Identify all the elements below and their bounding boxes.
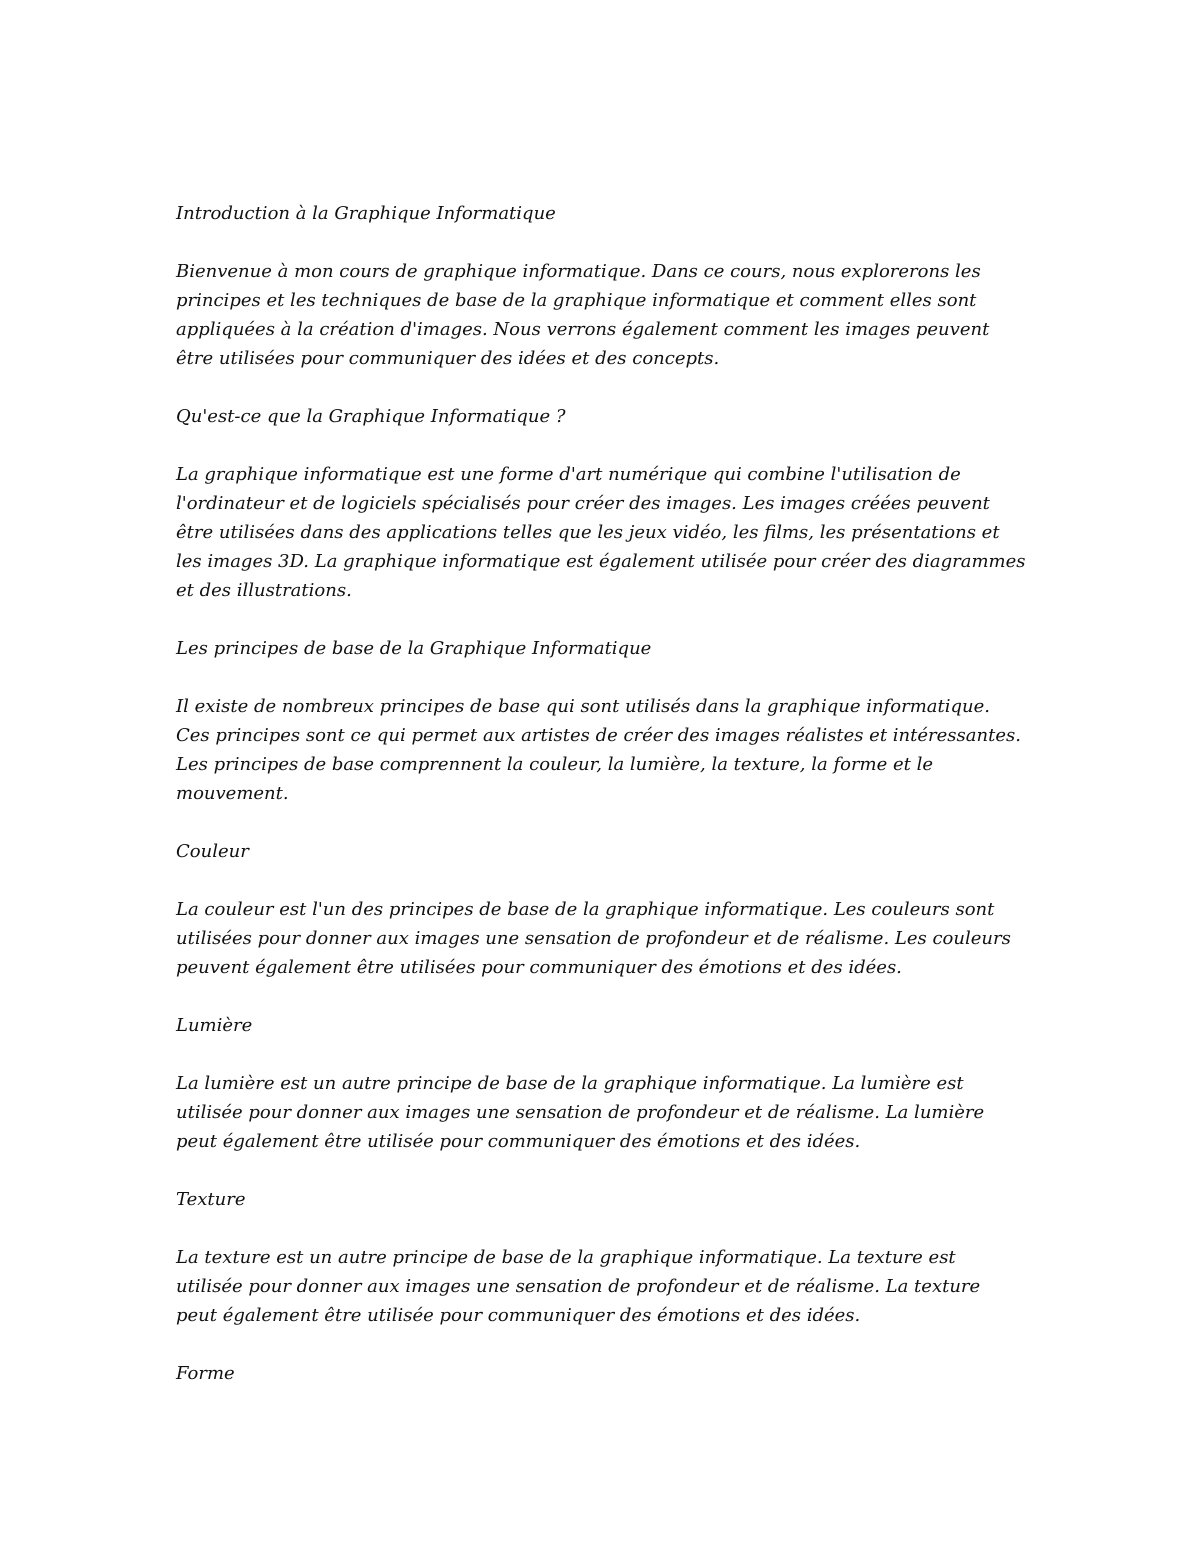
intro-paragraph: Bienvenue à mon cours de graphique informatique. Dans ce cours, nous explorerons les principes et les techniques de base de la graphique informatique et comment elles sont appliquées à la création d'images. Nous verrons également comment les images peuvent être utilisées pour communiquer des idées et des concepts. bbox=[176, 261, 990, 369]
section-heading-texture: Texture bbox=[176, 1189, 246, 1210]
document-title: Introduction à la Graphique Informatique bbox=[176, 203, 556, 224]
section-paragraph-light: La lumière est un autre principe de base de la graphique informatique. La lumière est utilisée pour donner aux images une sensation de profondeur et de réalisme. La lumière peut également être utilisée pour communiquer des émotions et des idées. bbox=[176, 1073, 985, 1152]
section-heading-principles: Les principes de base de la Graphique Informatique bbox=[176, 638, 652, 659]
section-heading-light: Lumière bbox=[176, 1015, 253, 1036]
section-heading-color: Couleur bbox=[176, 841, 249, 862]
section-heading-shape: Forme bbox=[176, 1363, 235, 1384]
section-heading-what-is: Qu'est-ce que la Graphique Informatique ? bbox=[176, 406, 566, 427]
section-paragraph-texture: La texture est un autre principe de base de la graphique informatique. La texture est utilisée pour donner aux images une sensation de profondeur et de réalisme. La texture peut également être utilisée pour communiquer des émotions et des idées. bbox=[176, 1247, 981, 1326]
section-paragraph-color: La couleur est l'un des principes de base de la graphique informatique. Les couleurs sont utilisées pour donner aux images une sensation de profondeur et de réalisme. Les couleurs peuvent également être utilisées pour communiquer des émotions et des idées. bbox=[176, 899, 1011, 978]
section-paragraph-what-is: La graphique informatique est une forme d'art numérique qui combine l'utilisation de l'ordinateur et de logiciels spécialisés pour créer des images. Les images créées peuvent être utilisées dans des applications telles que les jeux vidéo, les films, les présentations et les images 3D. La graphique informatique est également utilisée pour créer des diagrammes et des illustrations. bbox=[176, 464, 1026, 601]
document-body bbox=[176, 199, 1026, 1417]
section-paragraph-principles: Il existe de nombreux principes de base qui sont utilisés dans la graphique informatique. Ces principes sont ce qui permet aux artistes de créer des images réalistes et intéressantes. Les principes de base comprennent la couleur, la lumière, la texture, la forme et le mouvement. bbox=[176, 696, 1021, 804]
